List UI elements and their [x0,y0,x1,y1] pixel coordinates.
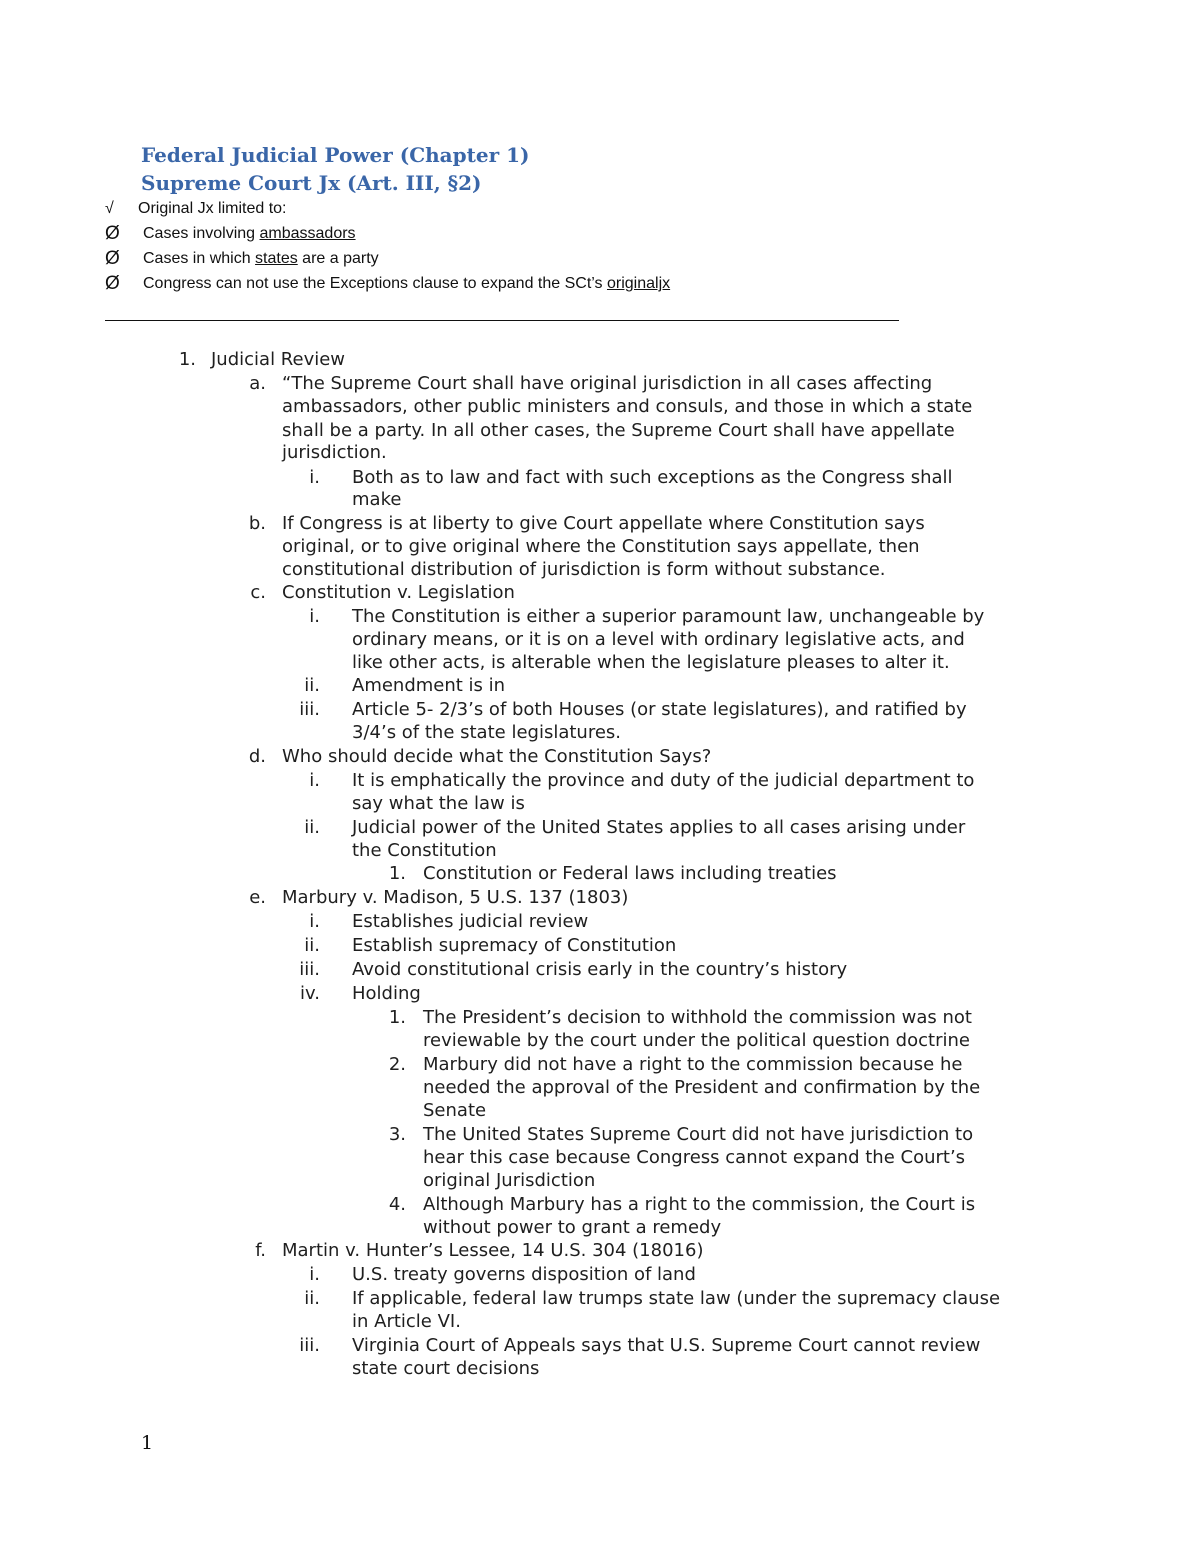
bullet-text: Cases in which states are a party [143,250,379,267]
outline-text-line: Avoid constitutional crisis early in the country’s history [352,959,848,980]
list-marker: iv. [300,983,320,1004]
outline-text-line: state court decisions [352,1358,540,1379]
outline-text-line: say what the law is [352,793,525,814]
list-marker: a. [249,373,266,394]
outline-text-line: It is emphatically the province and duty of the judicial department to [352,770,975,791]
checkmark-icon: √ [105,200,114,217]
outline-text-line: reviewable by the court under the political question doctrine [423,1030,970,1051]
list-marker: c. [250,582,266,603]
outline-text-line: Constitution or Federal laws including treaties [423,863,837,884]
outline-text-line: Martin v. Hunter’s Lessee, 14 U.S. 304 (18016) [282,1240,704,1261]
horizontal-divider [105,320,899,321]
list-marker: iii. [299,1335,320,1356]
outline-text-line: ordinary means, or it is on a level with ordinary legislative acts, and [352,629,965,650]
outline-text-line: without power to grant a remedy [423,1217,722,1238]
list-marker: 4. [388,1194,406,1215]
outline-text-line: Virginia Court of Appeals says that U.S. Supreme Court cannot review [352,1335,981,1356]
outline-text-line: in Article VI. [352,1311,461,1332]
outline-text-line: U.S. treaty governs disposition of land [352,1264,696,1285]
outline-text-line: needed the approval of the President and confirmation by the [423,1077,981,1098]
outline-text-line: constitutional distribution of jurisdiction is form without substance. [282,559,886,580]
outline-text-line: Judicial power of the United States applies to all cases arising under [352,817,966,838]
outline-text-line: Who should decide what the Constitution Says? [282,746,712,767]
outline-heading-judicial-review: Judicial Review [211,349,346,370]
bullet-text: Cases involving ambassadors [143,225,356,242]
bullet-intro-text: Original Jx limited to: [138,200,287,217]
list-marker: i. [309,606,320,627]
list-marker: 1. [178,349,196,370]
outline-text-line: original Jurisdiction [423,1170,596,1191]
outline-text-line: like other acts, is alterable when the legislature pleases to alter it. [352,652,950,673]
outline-text-line: Article 5- 2/3’s of both Houses (or state legislatures), and ratified by [352,699,967,720]
outline-text-line: Establish supremacy of Constitution [352,935,677,956]
list-marker: 2. [388,1054,406,1075]
outline-text-line: Amendment is in [352,675,506,696]
arrow-bullet-icon: Ø [105,248,120,269]
outline-text-line: Constitution v. Legislation [282,582,515,603]
outline-text-line: 3/4’s of the state legislatures. [352,722,621,743]
outline-text-line: make [352,489,402,510]
outline-text-line: Holding [352,983,421,1004]
list-marker: ii. [304,817,320,838]
arrow-bullet-icon: Ø [105,273,120,294]
outline-text-line: Marbury v. Madison, 5 U.S. 137 (1803) [282,887,629,908]
outline-text-line: “The Supreme Court shall have original jurisdiction in all cases affecting [282,373,933,394]
outline-text-line: If applicable, federal law trumps state law (under the supremacy clause [352,1288,1001,1309]
list-marker: 1. [388,1007,406,1028]
outline-text-line: The United States Supreme Court did not have jurisdiction to [423,1124,974,1145]
outline-text-line: Both as to law and fact with such exceptions as the Congress shall [352,467,953,488]
check-bullet-item [105,200,365,222]
outline-text-line: Senate [423,1100,487,1121]
list-marker: ii. [304,675,320,696]
outline-text-line: shall be a party. In all other cases, the Supreme Court shall have appellate [282,420,955,441]
outline-text-line: Marbury did not have a right to the commission because he [423,1054,963,1075]
list-marker: iii. [299,959,320,980]
list-marker: e. [249,887,266,908]
document-title: Federal Judicial Power (Chapter 1) [141,143,530,167]
outline-text-line: The President’s decision to withhold the commission was not [423,1007,972,1028]
outline-text-line: If Congress is at liberty to give Court appellate where Constitution says [282,513,925,534]
list-marker: b. [248,513,266,534]
outline-text-line: original, or to give original where the Constitution says appellate, then [282,536,920,557]
list-marker: 1. [388,863,406,884]
list-marker: i. [309,911,320,932]
list-marker: i. [309,467,320,488]
outline-text-line: Establishes judicial review [352,911,589,932]
document-subtitle: Supreme Court Jx (Art. III, §2) [141,171,482,195]
arrow-bullet-icon: Ø [105,223,120,244]
list-marker: i. [309,1264,320,1285]
list-marker: d. [248,746,266,767]
outline-text-line: hear this case because Congress cannot expand the Court’s [423,1147,966,1168]
outline-text-line: ambassadors, other public ministers and consuls, and those in which a state [282,396,973,417]
bullet-item [105,275,805,297]
outline-text-line: Although Marbury has a right to the commission, the Court is [423,1194,976,1215]
outline-text-line: The Constitution is either a superior paramount law, unchangeable by [352,606,985,627]
bullet-item [105,250,505,272]
bullet-item [105,225,505,247]
list-marker: f. [255,1240,266,1261]
list-marker: i. [309,770,320,791]
outline-text-line: the Constitution [352,840,497,861]
list-marker: 3. [388,1124,406,1145]
list-marker: iii. [299,699,320,720]
bullet-text: Congress can not use the Exceptions clause to expand the SCt’s originaljx [143,275,671,292]
outline-text-line: jurisdiction. [282,442,387,463]
list-marker: ii. [304,1288,320,1309]
list-marker: ii. [304,935,320,956]
page-number: 1 [141,1432,154,1454]
